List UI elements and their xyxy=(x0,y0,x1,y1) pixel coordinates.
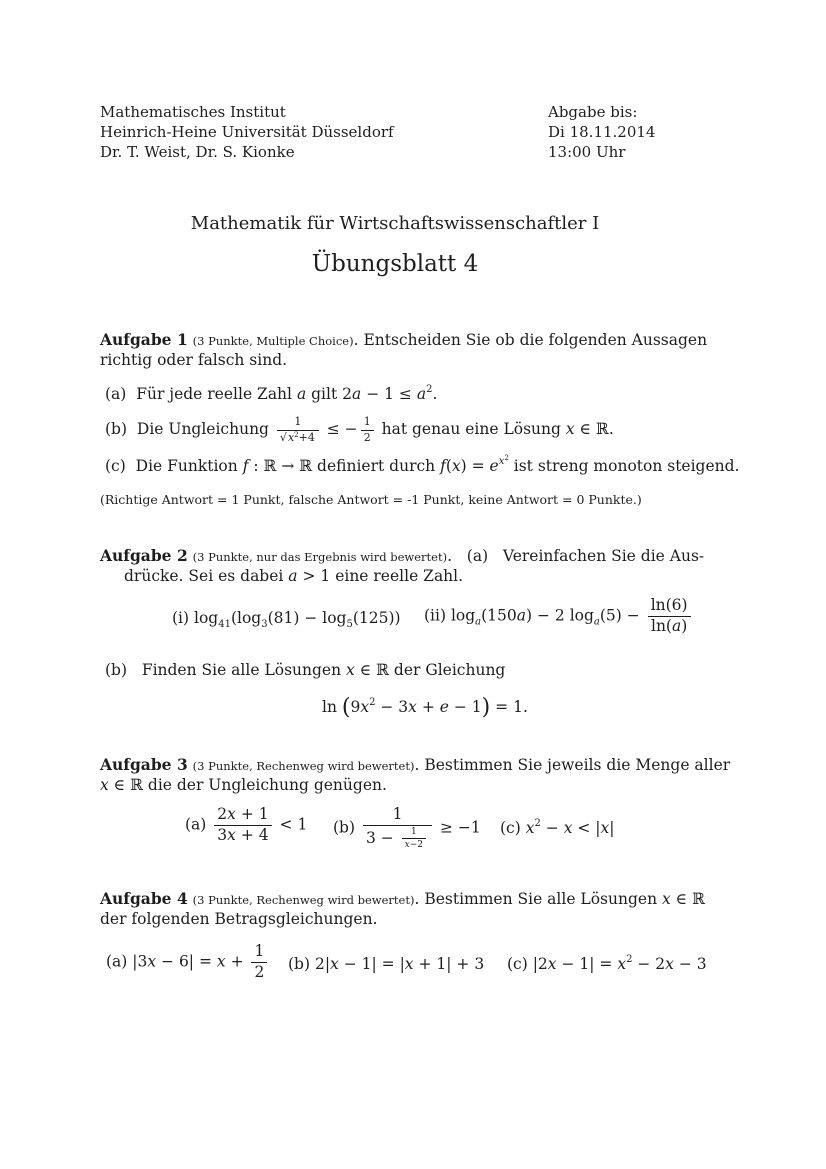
task4-meta: (3 Punkte, Rechenweg wird bewertet) xyxy=(192,893,415,907)
task1-scoring: (Richtige Antwort = 1 Punkt, falsche Antwort = -1 Punkt, keine Antwort = 0 Punkte.) xyxy=(100,492,642,507)
task4-b-label: (b) xyxy=(288,955,311,973)
task4-item-b: (b) 2|x − 1| = |x + 1| + 3 xyxy=(288,955,485,973)
task3-item-c: (c) $x^2 - x < |x|$ xyxy=(500,818,615,837)
task1-meta: (3 Punkte, Multiple Choice) xyxy=(192,334,354,348)
due-date: Di 18.11.2014 xyxy=(548,123,656,141)
task3-heading: Aufgabe 3 xyxy=(100,755,188,774)
task1-a-label: (a) xyxy=(105,385,127,403)
university-name: Heinrich-Heine Universität Düsseldorf xyxy=(100,123,394,141)
task2-heading: Aufgabe 2 xyxy=(100,546,188,565)
task3-c-label: (c) xyxy=(500,819,521,837)
task1-c-formula: $f(x) = e^{x^2}$ xyxy=(440,454,509,475)
task1-b-formula: $\frac{1}{√x^2+4}$ ≤ − $\frac{1}{2}$ xyxy=(274,420,382,438)
task3-intro-text: . Bestimmen Sie jeweils die Menge aller xyxy=(414,756,731,774)
task4-c-label: (c) xyxy=(507,955,528,973)
task2-item-b: (b) Finden Sie alle Lösungen x ∈ ℝ der Gleichung xyxy=(105,661,506,679)
task1-a-text: Für jede reelle Zahl xyxy=(136,385,292,403)
task3-b-label: (b) xyxy=(333,818,356,837)
institute-name: Mathematisches Institut xyxy=(100,103,286,121)
task3-item-a: (a) $\frac{2x + 1}{3x + 4}$ < 1 xyxy=(185,805,308,844)
task2-b-text: Finden Sie alle Lösungen xyxy=(141,661,342,679)
task2-intro-b1: drücke. Sei es dabei xyxy=(124,567,284,585)
task2-intro-line2: drücke. Sei es dabei a > 1 eine reelle Zahl. xyxy=(124,567,464,585)
task1-item-c: (c) Die Funktion f : ℝ → ℝ definiert durch $f(x) = e^{x^2}$ ist streng monoton steigend. xyxy=(105,454,740,475)
task4-heading: Aufgabe 4 xyxy=(100,889,188,908)
task2-item-i: (i) $\log_{41}(\log_3(81) - \log_5(125))$ xyxy=(172,609,401,630)
task1-a-formula: $2a - 1 \le a^2$. xyxy=(342,384,438,403)
task2-intro-line1: Aufgabe 2 (3 Punkte, nur das Ergebnis wird bewertet). (a) Vereinfachen Sie die Aus- xyxy=(100,546,705,565)
task2-meta: (3 Punkte, nur das Ergebnis wird bewertet) xyxy=(192,550,448,564)
task1-b-text: Die Ungleichung xyxy=(136,420,269,439)
task4-intro-line2: der folgenden Betragsgleichungen. xyxy=(100,910,378,928)
task4-intro-line1: Aufgabe 4 (3 Punkte, Rechenweg wird bewertet). Bestimmen Sie alle Lösungen x ∈ ℝ xyxy=(100,889,705,908)
task3-meta: (3 Punkte, Rechenweg wird bewertet) xyxy=(192,759,415,773)
task2-a-label: (a) xyxy=(466,547,489,565)
due-time: 13:00 Uhr xyxy=(548,143,626,161)
task2-ii-label: (ii) xyxy=(424,606,447,625)
task1-intro-line1 xyxy=(100,330,707,351)
task3-item-b: (b) 1 3 − $\frac{1}{x-2}$ ≥ −1 xyxy=(333,805,481,851)
task2-b-label: (b) xyxy=(105,661,128,679)
task4-a-label: (a) xyxy=(106,952,128,971)
task2-b-equation: $\ln (9x^2 - 3x + e - 1) = 1$. xyxy=(322,695,528,720)
task1-item-b: (b) Die Ungleichung $\frac{1}{√x^2+4}$ ≤ − $\frac{1}{2}$ hat genau eine Lösung x ∈ ℝ. xyxy=(105,415,614,444)
task3-intro-b: die der Ungleichung genügen. xyxy=(147,776,387,794)
task1-b-text2: hat genau eine Lösung xyxy=(381,420,561,439)
task4-item-c: (c) $|2x - 1| = x^2 - 2x - 3$ xyxy=(507,954,707,973)
due-label: Abgabe bis: xyxy=(548,103,638,121)
task2-b-text2: der Gleichung xyxy=(393,661,506,679)
task1-heading: Aufgabe 1 xyxy=(100,330,188,349)
lecturers: Dr. T. Weist, Dr. S. Kionke xyxy=(100,143,295,161)
task3-intro-line2: x ∈ ℝ die der Ungleichung genügen. xyxy=(100,776,387,794)
task1-item-a: (a) Für jede reelle Zahl a gilt $2a - 1 \le a^2$. xyxy=(105,384,438,403)
task2-item-ii: (ii) $\log_a(150a) - 2$ $\log_a(5)$ − $\frac{\ln(6)}{\ln(a)}$ xyxy=(424,597,694,636)
task1-intro-text: . Entscheiden Sie ob die folgenden Aussagen xyxy=(353,331,708,349)
task4-intro-text: . Bestimmen Sie alle Lösungen xyxy=(414,890,658,908)
task1-b-label: (b) xyxy=(105,420,128,439)
task1-intro-line2: richtig oder falsch sind. xyxy=(100,351,288,369)
task3-a-label: (a) xyxy=(185,815,207,834)
task2-intro-a: Vereinfachen Sie die Aus- xyxy=(502,547,705,565)
task3-intro-line1 xyxy=(100,755,730,776)
task1-c-text2: definiert durch xyxy=(317,457,436,475)
task2-intro-b2: eine reelle Zahl. xyxy=(335,567,464,585)
task4-item-a: (a) |3x − 6| = x + $\frac{1}{2}$ xyxy=(106,943,270,982)
task1-c-text: Die Funktion xyxy=(135,457,238,475)
sheet-title: Übungsblatt 4 xyxy=(311,251,479,277)
task1-a-text2: gilt xyxy=(311,385,338,403)
task1-c-label: (c) xyxy=(105,457,126,475)
course-title: Mathematik für Wirtschaftswissenschaftler I xyxy=(190,213,600,234)
task1-c-text3: ist streng monoton steigend. xyxy=(513,457,740,475)
task2-i-label: (i) xyxy=(172,609,190,627)
